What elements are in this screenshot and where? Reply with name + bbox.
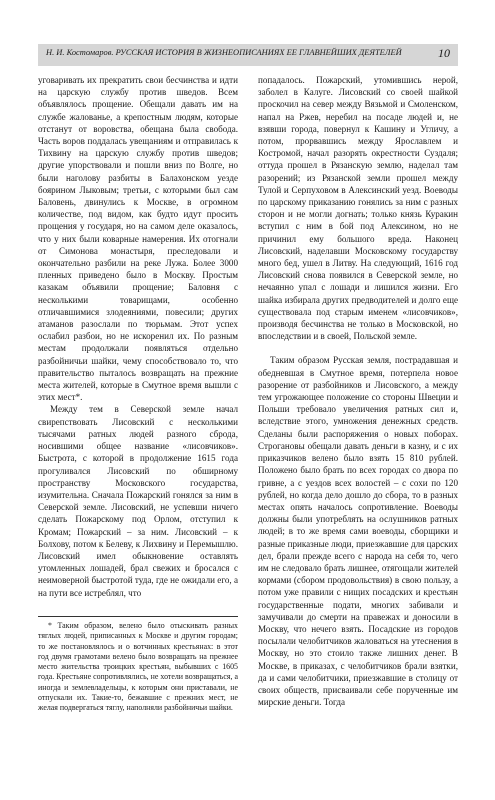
running-header	[38, 44, 458, 66]
left-column	[38, 74, 238, 599]
page-number: 10	[438, 46, 450, 60]
footnote-text: * Таким образом, велено было отыскивать разных тяглых людей, приписанных к Москве и другим городам; то же постановлялось и о вотчинных крестьянах: в этот год двумя грамотами велено было возвращать на прежнее место жительства троицких крестьян, выбывших с 1605 года. Крестьяне сопротивлялись, не хотели возвращаться, а иногда и землевладельцы, к которым они приставали, не отпускали их. Такие-то, бежавшие с прежних мест, не желая подвергаться тяглу, наполняли разбойничьи шайки.	[38, 621, 238, 713]
right-paragraph-1: попадалось. Пожарский, утомившись нерой, заболел в Калуге. Лисовский со своей шайкой проскочил на север между Вязьмой и Смоленском, напал на Ржев, неребил на посаде людей и, не взявши города, повернул к Кашину и Угличу, а потом, прорвавшись между Ярославлем и Костромой, начал разорять окрестности Суздаля; оттуда прошел в Рязанскую землю, наделал там разорений; из Рязанской земли прошел между Тулой и Серпуховом в Алексинский уезд. Воеводы по царскому приказанию гонялись за ним с разных сторон и не могли догнать; только князь Куракин вступил с ним в бой под Алексином, но не причинил ему большого вреда. Наконец Лисовский, наделавши Московскому государству много бед, ушел в Литву. На следующий, 1616 год Лисовский снова появился в Северской земле, но нечаянно упал с лошади и лишился жизни. Его шайка избирала других предводителей и долго еще существовала под старым именем «лисовчиков», производя бесчинства не только в Московской, но впоследствии и в своей, Польской земле.	[258, 75, 458, 342]
footnote	[38, 616, 238, 714]
header-title: Н. И. Костомаров. РУССКАЯ ИСТОРИЯ В ЖИЗНЕОПИСАНИЯХ ЕЕ ГЛАВНЕЙШИХ ДЕЯТЕЛЕЙ	[46, 48, 402, 57]
left-paragraph-2: Между тем в Северской земле начал свирепствовать Лисовский с несколькими тысячами ратных людей разного сброда, носившими общее название «лисовчиков». Быстрота, с которой в продолжение 1615 года прогуливался Лисовский по обширному пространству Московского государства, изумительна. Сначала Пожарский гонялся за ним в Северской земле. Лисовский, не успевши ничего сделать Пожарскому под Орлом, отступил к Кромам; Пожарский – за ним. Лисовский – к Болхову, потом к Белеву, к Лихвину и Перемышлю. Лисовский имел обыкновение оставлять утомленных лошадей, брал свежих и бросался с неимоверной быстротой туда, где не ожидали его, а на пути все истреблял, что	[38, 404, 238, 598]
right-column	[258, 74, 458, 708]
left-paragraph-1: уговаривать их прекратить свои бесчинства и идти на царскую службу против шведов. Всем объявлялось прощение. Обещали давать им на службе жалованье, а крепостным людям, которые отстанут от воровства, обещана была свобода. Часть воров поддалась увещаниям и отправилась к Тихвину на царскую службу против шведов; другие упорствовали и пошли вниз по Волге, но были наголову разбиты в Балахонском уезде боярином Лыковым; третьи, с которыми был сам Баловень, двинулись к Москве, в огромном количестве, под видом, как будто идут просить прощения у государя, но на самом деле оказалось, что у них были коварные намерения. Их отогнали от Симонова монастыря, преследовали и окончательно разбили на реке Лужа. Более 3000 пленных приведено было в Москву. Простым казакам объявили прощение; Баловня с несколькими товарищами, особенно отличавшимися злодеяниями, повесили; других атаманов разослали по тюрьмам. Этот успех ослабил разбои, но не искоренил их. По разным местам продолжали появляться отдельно разбойничьи шайки, чему способствовало то, что правительство пыталось возвращать на прежние места жителей, которые в Смутное время вышли с этих мест*.	[38, 75, 238, 403]
right-paragraph-2: Таким образом Русская земля, пострадавшая и обедневшая в Смутное время, потерпела новое разорение от разбойников и Лисовского, а между тем угрожающее положение со стороны Швеции и Польши требовало увеличения ратных сил и, вследствие этого, умножения денежных средств. Сделаны были распоряжения о новых поборах. Строгановы обещали давать деньги в казну, и с их приказчиков велено было взять 15 810 рублей. Положено было брать по всех городах со двора по гривне, а с уездов всех волостей – с сохи по 120 рублей, но когда дело дошло до сбора, то в разных местах опять началось сопротивление. Воеводы должны были употреблять на ослушников ратных людей; в то же время сами воеводы, сборщики и разные приказные люди, приезжавшие для царских дел, брали прежде всего с народа на себя то, чего им не следовало брать лишнее, отягощали жителей кормами (сбором продовольствия) в свою пользу, а потом уже правили с нищих посадских и крестьян государственные подати, многих забивали и замучивали до смерти на правежах и доносили в Москву, что нечего взять. Посадские из городов посылали челобитчиков жаловаться на утеснения в Москву, но это стоило также лишних денег. В Москве, в приказах, с челобитчиков брали взятки, да и сами челобитчики, приезжавшие в столицу от своих обществ, присваивали себе порученные им мирские деньги. Тогда	[258, 355, 458, 708]
